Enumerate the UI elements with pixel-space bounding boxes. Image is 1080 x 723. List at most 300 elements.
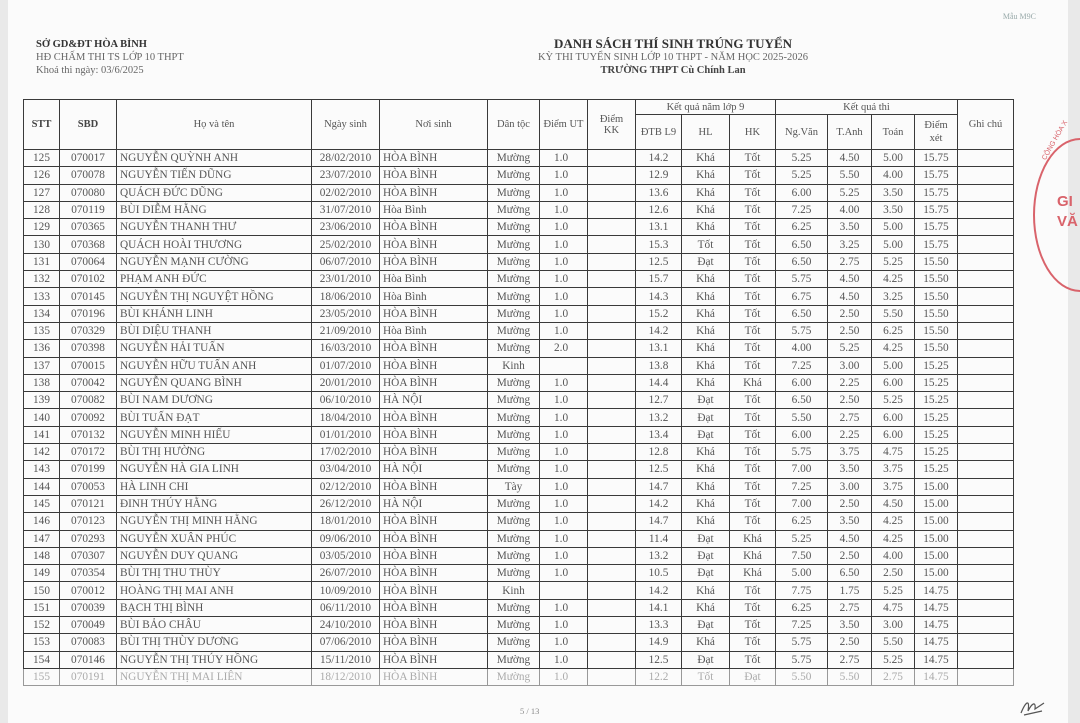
cell-literature: 6.50 <box>776 392 828 409</box>
cell-english: 2.25 <box>828 426 872 443</box>
cell-birthplace: HÒA BÌNH <box>380 340 488 357</box>
cell-note <box>958 582 1014 599</box>
cell-hl: Khá <box>682 582 730 599</box>
cell-priority: 1.0 <box>540 409 588 426</box>
cell-sbd: 070365 <box>60 219 117 236</box>
cell-sbd: 070191 <box>60 668 117 685</box>
cell-dob: 07/06/2010 <box>312 634 380 651</box>
cell-sbd: 070039 <box>60 599 117 616</box>
cell-admission-score: 15.50 <box>915 322 958 339</box>
cell-math: 3.50 <box>872 184 915 201</box>
cell-english: 5.50 <box>828 167 872 184</box>
cell-hl: Khá <box>682 322 730 339</box>
cell-dob: 18/04/2010 <box>312 409 380 426</box>
table-row <box>24 236 1014 253</box>
cell-bonus <box>588 651 636 668</box>
cell-hk: Tốt <box>730 305 776 322</box>
header-english: T.Anh <box>828 115 872 150</box>
cell-note <box>958 253 1014 270</box>
cell-birthplace: HÒA BÌNH <box>380 305 488 322</box>
cell-literature: 6.00 <box>776 374 828 391</box>
cell-ethnicity: Mường <box>488 565 540 582</box>
cell-priority: 1.0 <box>540 668 588 685</box>
exam-name: KỲ THI TUYỂN SINH LỚP 10 THPT - NĂM HỌC 2025-2026 <box>537 52 809 63</box>
cell-math: 3.00 <box>872 617 915 634</box>
cell-gpa: 13.4 <box>636 426 682 443</box>
cell-english: 2.50 <box>828 634 872 651</box>
cell-admission-score: 14.75 <box>915 668 958 685</box>
cell-priority: 1.0 <box>540 288 588 305</box>
cell-name: NGUYỄN HẢI TUẤN <box>117 340 312 357</box>
cell-literature: 6.25 <box>776 219 828 236</box>
cell-ethnicity: Mường <box>488 617 540 634</box>
table-row <box>24 634 1014 651</box>
cell-bonus <box>588 565 636 582</box>
cell-note <box>958 340 1014 357</box>
cell-note <box>958 565 1014 582</box>
cell-math: 4.25 <box>872 340 915 357</box>
table-row <box>24 201 1014 218</box>
cell-ethnicity: Mường <box>488 530 540 547</box>
cell-math: 5.50 <box>872 305 915 322</box>
exam-date: Khoá thi ngày: 03/6/2025 <box>36 65 144 76</box>
cell-stt: 132 <box>24 271 60 288</box>
cell-priority: 1.0 <box>540 634 588 651</box>
cell-name: NGUYỄN QUANG BÌNH <box>117 374 312 391</box>
header-bonus: Điểm KK <box>588 100 636 150</box>
cell-english: 2.50 <box>828 547 872 564</box>
cell-admission-score: 15.75 <box>915 219 958 236</box>
cell-ethnicity: Mường <box>488 599 540 616</box>
header-name: Họ và tên <box>117 100 312 150</box>
cell-math: 5.25 <box>872 651 915 668</box>
header-stt: STT <box>24 100 60 150</box>
cell-priority: 1.0 <box>540 219 588 236</box>
cell-name: BÙI BẢO CHÂU <box>117 617 312 634</box>
cell-math: 2.75 <box>872 668 915 685</box>
cell-stt: 146 <box>24 513 60 530</box>
table-row <box>24 599 1014 616</box>
cell-hk: Tốt <box>730 513 776 530</box>
cell-note <box>958 409 1014 426</box>
header-grade9-group: Kết quả năm lớp 9 <box>636 100 776 115</box>
header-math: Toán <box>872 115 915 150</box>
cell-english: 3.50 <box>828 617 872 634</box>
cell-hk: Tốt <box>730 651 776 668</box>
cell-name: NGUYỄN MINH HIẾU <box>117 426 312 443</box>
table-row <box>24 357 1014 374</box>
cell-sbd: 070092 <box>60 409 117 426</box>
table-row <box>24 150 1014 167</box>
stamp-inner-text <box>1057 192 1078 232</box>
cell-literature: 6.50 <box>776 305 828 322</box>
header-birthplace: Nơi sinh <box>380 100 488 150</box>
header-left <box>36 38 184 77</box>
cell-priority: 1.0 <box>540 444 588 461</box>
cell-stt: 147 <box>24 530 60 547</box>
cell-birthplace: HÒA BÌNH <box>380 444 488 461</box>
cell-name: QUÁCH ĐỨC DŨNG <box>117 184 312 201</box>
cell-hk: Tốt <box>730 357 776 374</box>
cell-bonus <box>588 253 636 270</box>
cell-dob: 01/01/2010 <box>312 426 380 443</box>
cell-bonus <box>588 461 636 478</box>
cell-gpa: 12.7 <box>636 392 682 409</box>
cell-bonus <box>588 582 636 599</box>
cell-hk: Tốt <box>730 219 776 236</box>
cell-sbd: 070119 <box>60 201 117 218</box>
cell-math: 5.00 <box>872 357 915 374</box>
table-row <box>24 305 1014 322</box>
table-row <box>24 167 1014 184</box>
cell-hk: Tốt <box>730 288 776 305</box>
cell-hk: Tốt <box>730 184 776 201</box>
cell-dob: 17/02/2010 <box>312 444 380 461</box>
table-row <box>24 582 1014 599</box>
cell-note <box>958 322 1014 339</box>
cell-note <box>958 219 1014 236</box>
cell-bonus <box>588 547 636 564</box>
cell-note <box>958 530 1014 547</box>
cell-stt: 155 <box>24 668 60 685</box>
cell-admission-score: 15.25 <box>915 444 958 461</box>
cell-math: 2.50 <box>872 565 915 582</box>
cell-ethnicity: Mường <box>488 271 540 288</box>
header-dob: Ngày sinh <box>312 100 380 150</box>
table-row <box>24 495 1014 512</box>
cell-admission-score: 15.25 <box>915 374 958 391</box>
table-row <box>24 513 1014 530</box>
cell-hl: Khá <box>682 599 730 616</box>
cell-hl: Khá <box>682 219 730 236</box>
organization-name: SỞ GD&ĐT HÒA BÌNH <box>36 39 147 50</box>
cell-gpa: 14.2 <box>636 582 682 599</box>
cell-hl: Khá <box>682 634 730 651</box>
cell-bonus <box>588 340 636 357</box>
cell-sbd: 070049 <box>60 617 117 634</box>
cell-math: 3.50 <box>872 201 915 218</box>
cell-literature: 7.50 <box>776 547 828 564</box>
cell-gpa: 12.5 <box>636 253 682 270</box>
cell-sbd: 070196 <box>60 305 117 322</box>
table-row <box>24 617 1014 634</box>
cell-literature: 6.25 <box>776 513 828 530</box>
cell-note <box>958 513 1014 530</box>
cell-name: NGUYỄN THỊ MAI LIÊN <box>117 668 312 685</box>
cell-hk: Tốt <box>730 582 776 599</box>
cell-admission-score: 14.75 <box>915 599 958 616</box>
cell-dob: 23/07/2010 <box>312 167 380 184</box>
cell-birthplace: HÀ NỘI <box>380 392 488 409</box>
cell-ethnicity: Mường <box>488 150 540 167</box>
cell-ethnicity: Mường <box>488 547 540 564</box>
cell-english: 3.50 <box>828 513 872 530</box>
cell-stt: 151 <box>24 599 60 616</box>
cell-hl: Khá <box>682 374 730 391</box>
cell-admission-score: 14.75 <box>915 651 958 668</box>
cell-literature: 7.25 <box>776 201 828 218</box>
header-note: Ghi chú <box>958 100 1014 150</box>
cell-literature: 5.75 <box>776 322 828 339</box>
cell-english: 3.00 <box>828 478 872 495</box>
cell-gpa: 15.2 <box>636 305 682 322</box>
cell-admission-score: 15.75 <box>915 184 958 201</box>
cell-hk: Khá <box>730 530 776 547</box>
cell-bonus <box>588 634 636 651</box>
cell-sbd: 070199 <box>60 461 117 478</box>
cell-english: 1.75 <box>828 582 872 599</box>
header-priority: Điểm UT <box>540 100 588 150</box>
cell-gpa: 14.2 <box>636 495 682 512</box>
cell-math: 6.00 <box>872 374 915 391</box>
cell-dob: 23/05/2010 <box>312 305 380 322</box>
cell-gpa: 14.2 <box>636 150 682 167</box>
cell-english: 2.50 <box>828 305 872 322</box>
cell-dob: 26/07/2010 <box>312 565 380 582</box>
cell-bonus <box>588 444 636 461</box>
cell-sbd: 070017 <box>60 150 117 167</box>
cell-sbd: 070368 <box>60 236 117 253</box>
cell-math: 3.75 <box>872 461 915 478</box>
cell-bonus <box>588 184 636 201</box>
cell-birthplace: HÒA BÌNH <box>380 409 488 426</box>
cell-dob: 18/12/2010 <box>312 668 380 685</box>
cell-sbd: 070354 <box>60 565 117 582</box>
cell-stt: 129 <box>24 219 60 236</box>
cell-sbd: 070307 <box>60 547 117 564</box>
cell-literature: 7.00 <box>776 461 828 478</box>
cell-stt: 142 <box>24 444 60 461</box>
cell-literature: 6.50 <box>776 253 828 270</box>
cell-admission-score: 15.75 <box>915 167 958 184</box>
cell-hk: Tốt <box>730 150 776 167</box>
cell-gpa: 10.5 <box>636 565 682 582</box>
cell-dob: 02/02/2010 <box>312 184 380 201</box>
cell-admission-score: 15.50 <box>915 271 958 288</box>
cell-note <box>958 599 1014 616</box>
cell-name: BÙI TUẤN ĐẠT <box>117 409 312 426</box>
cell-hl: Khá <box>682 444 730 461</box>
cell-sbd: 070053 <box>60 478 117 495</box>
cell-literature: 5.50 <box>776 409 828 426</box>
cell-math: 3.75 <box>872 478 915 495</box>
cell-priority: 1.0 <box>540 167 588 184</box>
cell-birthplace: HÒA BÌNH <box>380 565 488 582</box>
admission-table <box>23 99 1014 686</box>
cell-literature: 5.75 <box>776 651 828 668</box>
cell-name: BÙI NAM DƯƠNG <box>117 392 312 409</box>
cell-dob: 09/06/2010 <box>312 530 380 547</box>
cell-math: 6.25 <box>872 322 915 339</box>
table-row <box>24 340 1014 357</box>
cell-admission-score: 15.50 <box>915 305 958 322</box>
cell-stt: 148 <box>24 547 60 564</box>
cell-hl: Khá <box>682 305 730 322</box>
cell-name: NGUYỄN THANH THƯ <box>117 219 312 236</box>
cell-english: 2.75 <box>828 599 872 616</box>
cell-admission-score: 14.75 <box>915 617 958 634</box>
cell-name: PHẠM ANH ĐỨC <box>117 271 312 288</box>
cell-dob: 06/11/2010 <box>312 599 380 616</box>
cell-hk: Tốt <box>730 392 776 409</box>
cell-math: 4.25 <box>872 271 915 288</box>
cell-name: QUÁCH HOÀI THƯƠNG <box>117 236 312 253</box>
cell-hl: Khá <box>682 513 730 530</box>
cell-bonus <box>588 271 636 288</box>
cell-bonus <box>588 236 636 253</box>
cell-name: NGUYỄN QUỲNH ANH <box>117 150 312 167</box>
cell-birthplace: HÒA BÌNH <box>380 236 488 253</box>
cell-admission-score: 15.50 <box>915 340 958 357</box>
cell-literature: 5.25 <box>776 150 828 167</box>
cell-hk: Tốt <box>730 444 776 461</box>
cell-sbd: 070123 <box>60 513 117 530</box>
cell-gpa: 13.1 <box>636 219 682 236</box>
cell-stt: 139 <box>24 392 60 409</box>
table-row <box>24 409 1014 426</box>
cell-english: 2.50 <box>828 392 872 409</box>
cell-hl: Tốt <box>682 668 730 685</box>
cell-gpa: 12.5 <box>636 651 682 668</box>
cell-admission-score: 15.25 <box>915 357 958 374</box>
cell-ethnicity: Mường <box>488 461 540 478</box>
cell-gpa: 14.7 <box>636 513 682 530</box>
cell-dob: 25/02/2010 <box>312 236 380 253</box>
cell-note <box>958 547 1014 564</box>
table-row <box>24 668 1014 685</box>
cell-ethnicity: Kinh <box>488 357 540 374</box>
cell-bonus <box>588 617 636 634</box>
cell-english: 4.00 <box>828 201 872 218</box>
table-row <box>24 288 1014 305</box>
cell-math: 4.50 <box>872 495 915 512</box>
cell-hk: Tốt <box>730 167 776 184</box>
cell-gpa: 14.9 <box>636 634 682 651</box>
cell-admission-score: 14.75 <box>915 582 958 599</box>
cell-hl: Khá <box>682 495 730 512</box>
cell-stt: 140 <box>24 409 60 426</box>
cell-birthplace: HÒA BÌNH <box>380 651 488 668</box>
cell-hl: Đạt <box>682 530 730 547</box>
cell-gpa: 13.2 <box>636 409 682 426</box>
cell-priority: 1.0 <box>540 530 588 547</box>
cell-ethnicity: Mường <box>488 236 540 253</box>
cell-admission-score: 15.00 <box>915 530 958 547</box>
cell-note <box>958 236 1014 253</box>
cell-priority: 1.0 <box>540 651 588 668</box>
table-row <box>24 547 1014 564</box>
table-row <box>24 478 1014 495</box>
cell-note <box>958 444 1014 461</box>
cell-gpa: 13.1 <box>636 340 682 357</box>
table-row <box>24 374 1014 391</box>
cell-bonus <box>588 513 636 530</box>
cell-dob: 31/07/2010 <box>312 201 380 218</box>
cell-ethnicity: Mường <box>488 253 540 270</box>
cell-dob: 01/07/2010 <box>312 357 380 374</box>
cell-admission-score: 15.25 <box>915 461 958 478</box>
cell-gpa: 15.7 <box>636 271 682 288</box>
cell-sbd: 070398 <box>60 340 117 357</box>
cell-hk: Tốt <box>730 322 776 339</box>
cell-birthplace: Hòa Bình <box>380 271 488 288</box>
cell-ethnicity: Mường <box>488 305 540 322</box>
table-row <box>24 651 1014 668</box>
cell-name: BÙI THỊ THÙY DƯƠNG <box>117 634 312 651</box>
cell-math: 4.25 <box>872 513 915 530</box>
cell-admission-score: 15.25 <box>915 392 958 409</box>
cell-birthplace: HÒA BÌNH <box>380 184 488 201</box>
cell-math: 4.75 <box>872 599 915 616</box>
cell-bonus <box>588 599 636 616</box>
header-admission-score: Điểm xét <box>915 115 958 150</box>
cell-sbd: 070172 <box>60 444 117 461</box>
cell-math: 5.50 <box>872 634 915 651</box>
cell-stt: 133 <box>24 288 60 305</box>
table-row <box>24 392 1014 409</box>
cell-hl: Đạt <box>682 565 730 582</box>
header-gpa: ĐTB L9 <box>636 115 682 150</box>
cell-hl: Khá <box>682 271 730 288</box>
form-code: Mẫu M9C <box>1002 12 1036 21</box>
document-title: DANH SÁCH THÍ SINH TRÚNG TUYỂN <box>553 36 793 51</box>
cell-literature: 4.00 <box>776 340 828 357</box>
cell-literature: 6.00 <box>776 184 828 201</box>
cell-birthplace: HÒA BÌNH <box>380 219 488 236</box>
cell-english: 4.50 <box>828 530 872 547</box>
cell-birthplace: HÒA BÌNH <box>380 668 488 685</box>
cell-sbd: 070080 <box>60 184 117 201</box>
cell-english: 3.50 <box>828 461 872 478</box>
cell-literature: 5.75 <box>776 634 828 651</box>
cell-stt: 141 <box>24 426 60 443</box>
cell-note <box>958 357 1014 374</box>
cell-dob: 21/09/2010 <box>312 322 380 339</box>
cell-hl: Khá <box>682 167 730 184</box>
header-hk: HK <box>730 115 776 150</box>
cell-stt: 153 <box>24 634 60 651</box>
cell-priority <box>540 582 588 599</box>
cell-dob: 15/11/2010 <box>312 651 380 668</box>
table-row <box>24 271 1014 288</box>
cell-priority: 1.0 <box>540 253 588 270</box>
cell-note <box>958 271 1014 288</box>
cell-birthplace: HÒA BÌNH <box>380 150 488 167</box>
cell-gpa: 14.4 <box>636 374 682 391</box>
cell-stt: 137 <box>24 357 60 374</box>
cell-literature: 7.25 <box>776 617 828 634</box>
cell-birthplace: Hòa Bình <box>380 288 488 305</box>
cell-priority: 1.0 <box>540 617 588 634</box>
cell-admission-score: 15.00 <box>915 495 958 512</box>
cell-priority: 1.0 <box>540 461 588 478</box>
cell-note <box>958 668 1014 685</box>
cell-dob: 26/12/2010 <box>312 495 380 512</box>
cell-name: NGUYỄN HỮU TUẤN ANH <box>117 357 312 374</box>
cell-math: 5.00 <box>872 219 915 236</box>
cell-gpa: 12.9 <box>636 167 682 184</box>
cell-note <box>958 150 1014 167</box>
cell-ethnicity: Mường <box>488 444 540 461</box>
cell-priority: 1.0 <box>540 565 588 582</box>
cell-dob: 18/06/2010 <box>312 288 380 305</box>
cell-stt: 138 <box>24 374 60 391</box>
cell-ethnicity: Mường <box>488 409 540 426</box>
cell-dob: 20/01/2010 <box>312 374 380 391</box>
cell-ethnicity: Mường <box>488 495 540 512</box>
cell-hk: Tốt <box>730 271 776 288</box>
cell-literature: 6.50 <box>776 236 828 253</box>
